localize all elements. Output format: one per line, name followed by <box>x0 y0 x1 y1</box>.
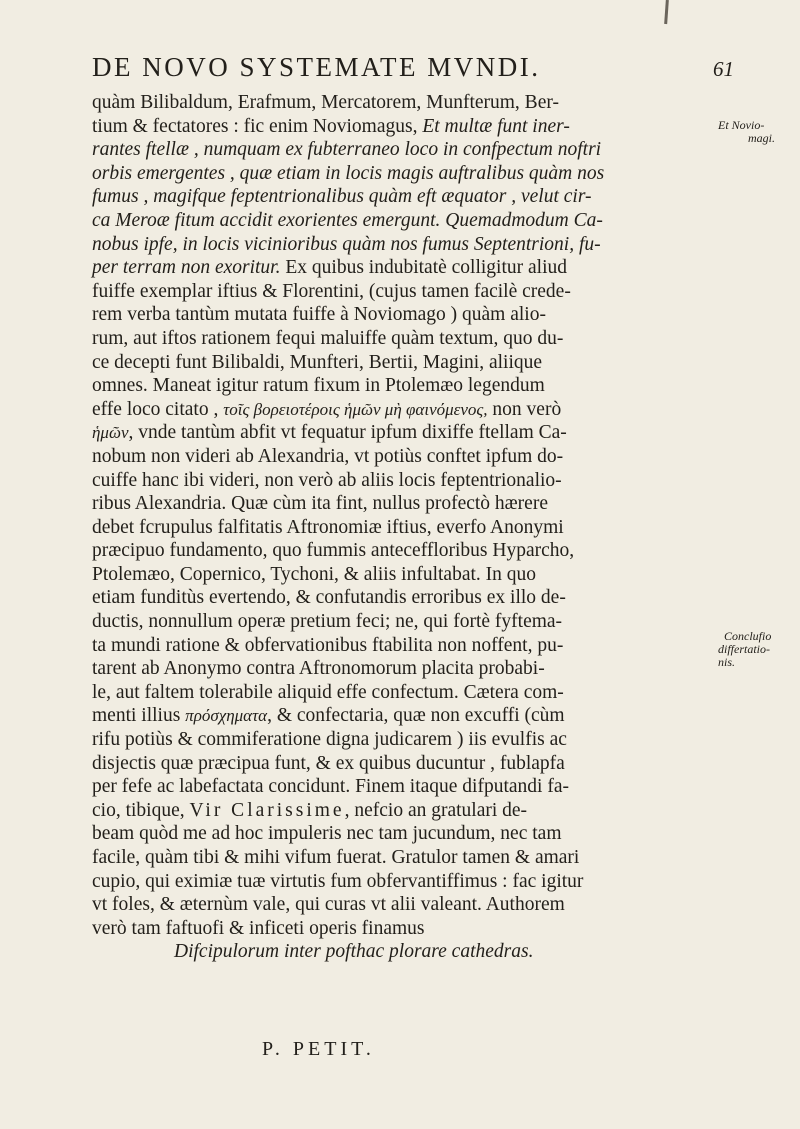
text-segment: omnes. Maneat igitur ratum fixum in Ptolemæo legendum <box>92 375 545 397</box>
text-line <box>92 445 712 469</box>
text-line <box>92 209 712 233</box>
text-segment: menti illius <box>92 705 186 727</box>
text-line <box>92 138 712 162</box>
text-line <box>92 398 712 422</box>
text-segment: tium & fectatores : fic enim Noviomagus, <box>92 115 423 137</box>
text-segment: cuiffe hanc ibi videri, non verò ab aliis locis feptentrionalio- <box>92 469 562 491</box>
text-segment: Ex quibus indubitatè colligitur aliud <box>285 257 568 279</box>
text-line <box>92 280 712 304</box>
text-line <box>92 421 712 445</box>
main-text <box>92 91 712 964</box>
text-line <box>92 539 712 563</box>
marginal-note-line: differtatio- <box>718 642 770 656</box>
text-line <box>92 822 712 846</box>
text-line <box>92 775 712 799</box>
text-line <box>92 704 712 728</box>
text-segment: debet fcrupulus falfitatis Aftronomiæ iftius, everfo Anonymi <box>92 516 564 538</box>
text-line <box>92 893 712 917</box>
text-line <box>92 917 712 941</box>
text-line <box>92 752 712 776</box>
text-line <box>92 870 712 894</box>
text-segment: orbis emergentes , quæ etiam in locis magis auftralibus quàm nos <box>92 162 605 184</box>
text-segment: præcipuo fundamento, quo fummis anteceffloribus Hyparcho, <box>92 540 575 562</box>
text-segment: Difcipulorum inter pofthac plorare cathedras. <box>174 941 534 963</box>
text-segment: effe loco citato , <box>92 398 224 420</box>
text-segment: fumus , magifque feptentrionalibus quàm eft æquator , velut cir- <box>92 186 592 208</box>
marginal-note-1 <box>718 119 775 145</box>
text-segment: τοῖς βορειοτέροις ἡμῶν μὴ φαινόμενος, <box>223 399 488 419</box>
text-segment: πρόσχηματα <box>185 706 268 726</box>
text-line <box>92 115 712 139</box>
text-line <box>92 516 712 540</box>
text-segment: rantes ftellæ , numquam ex fubterraneo loco in confpectum noftri <box>92 139 602 161</box>
text-segment: vt foles, & æternùm vale, qui curas vt alii valeant. Authorem <box>92 894 565 916</box>
marginal-note-line: magi. <box>748 131 775 145</box>
text-segment: rifu potiùs & commiferatione digna judicarem ) iis evulfis ac <box>92 729 567 751</box>
marginal-note-line: Conclufio <box>724 629 772 643</box>
text-segment: ductis, nonnullum operæ pretium feci; ne, qui fortè fyftema- <box>92 611 563 633</box>
text-line <box>92 563 712 587</box>
text-segment: Ptolemæo, Copernico, Tychoni, & aliis infultabat. In quo <box>92 563 537 585</box>
text-line <box>92 799 712 823</box>
page-number: 61 <box>713 57 734 81</box>
text-segment: nobum non videri ab Alexandria, vt potiùs conftet ipfum do- <box>92 445 564 467</box>
marginal-note-line: nis. <box>718 655 736 669</box>
text-segment: facile, quàm tibi & mihi vifum fuerat. Gratulor tamen & amari <box>92 847 580 868</box>
text-line <box>92 681 712 705</box>
marginal-note-2 <box>718 630 771 669</box>
text-segment: le, aut faltem tolerabile aliquid effe confectum. Cætera com- <box>92 681 564 703</box>
text-segment: , vnde tantùm abfit vt fequatur ipfum dixiffe ftellam Ca- <box>128 422 567 444</box>
signature: P. PETIT. <box>262 1038 375 1060</box>
text-line <box>92 327 712 351</box>
text-segment: ἡμῶν <box>92 423 129 443</box>
text-line <box>92 256 712 280</box>
text-segment: non verò <box>487 398 562 420</box>
text-segment: ce decepti funt Bilibaldi, Munfteri, Bertii, Magini, aliique <box>92 351 543 373</box>
text-segment: rem verba tantùm mutata fuiffe à Noviomago ) quàm alio- <box>92 304 546 326</box>
text-line <box>92 610 712 634</box>
text-segment: disjectis quæ præcipua funt, & ex quibus ducuntur , fublapfa <box>92 752 565 774</box>
text-line <box>92 728 712 752</box>
text-segment: ribus Alexandria. Quæ cùm ita fint, nullus profectò hærere <box>92 493 548 515</box>
torn-edge-mark <box>664 0 669 24</box>
text-line <box>92 846 712 870</box>
text-line <box>92 351 712 375</box>
text-line <box>92 162 712 186</box>
text-segment: nobus ipfe, in locis vicinioribus quàm nos fumus Septentrioni, fu- <box>92 233 601 255</box>
text-line <box>92 303 712 327</box>
text-segment: cio, tibique, <box>92 799 190 821</box>
text-segment: cupio, qui eximiæ tuæ virtutis fum obfervantiffimus : fac igitur <box>92 870 584 892</box>
text-segment: verò tam faftuofi & inficeti operis finamus <box>92 917 425 939</box>
text-line <box>92 469 712 493</box>
text-line <box>92 185 712 209</box>
text-segment: per fefe ac labefactata concidunt. Finem itaque difputandi fa- <box>92 776 569 798</box>
text-line <box>92 634 712 658</box>
text-line <box>92 586 712 610</box>
text-segment: etiam funditùs evertendo, & confutandis erroribus ex illo de- <box>92 587 566 609</box>
text-segment: ca Meroæ fitum accidit exorientes emergunt. Quemadmodum Ca- <box>92 209 603 231</box>
text-segment: beam quòd me ad hoc impuleris nec tam jucundum, nec tam <box>92 823 562 845</box>
text-segment: , nefcio an gratulari de- <box>344 799 528 821</box>
text-line <box>92 657 712 681</box>
text-line <box>92 940 712 964</box>
text-segment: rum, aut iftos rationem fequi maluiffe quàm textum, quo du- <box>92 327 564 349</box>
text-line <box>92 492 712 516</box>
text-segment: quàm Bilibaldum, Erafmum, Mercatorem, Munfterum, Ber- <box>92 92 559 113</box>
text-segment: Et multæ funt iner- <box>422 115 570 137</box>
running-title: DE NOVO SYSTEMATE MVNDI. <box>92 52 541 82</box>
text-line <box>92 91 712 115</box>
text-segment: Vir Clarissime <box>189 799 345 821</box>
text-segment: per terram non exoritur. <box>92 257 286 279</box>
text-line <box>92 233 712 257</box>
text-segment: fuiffe exemplar iftius & Florentini, (cujus tamen facilè crede- <box>92 280 571 302</box>
text-segment: ta mundi ratione & obfervationibus ftabilita non noffent, pu- <box>92 634 564 656</box>
text-line <box>92 374 712 398</box>
text-segment: tarent ab Anonymo contra Aftronomorum placita probabi- <box>92 658 545 680</box>
text-segment: , & confectaria, quæ non excuffi (cùm <box>267 705 565 727</box>
marginal-note-line: Et Novio- <box>718 118 765 132</box>
